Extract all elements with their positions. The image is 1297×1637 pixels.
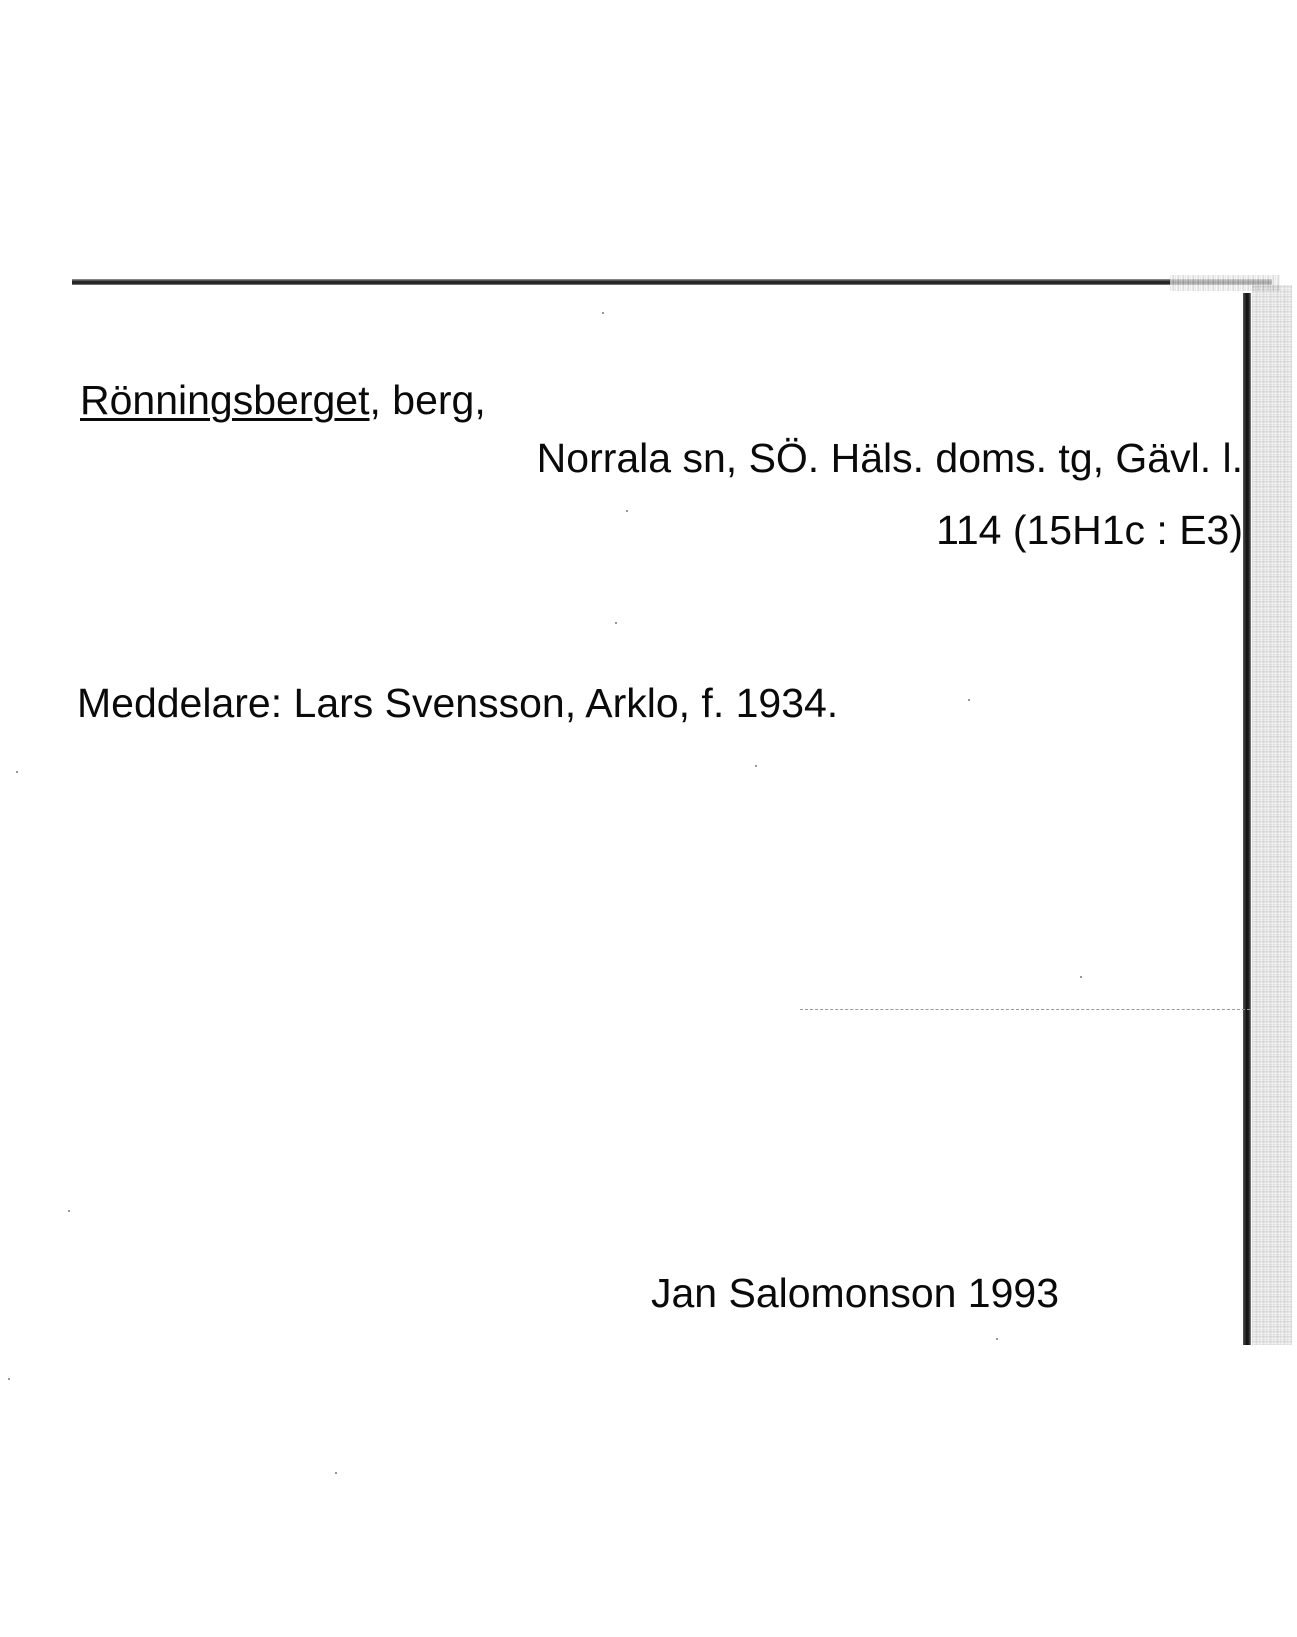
scan-speck	[615, 622, 617, 624]
scan-speck	[602, 312, 604, 314]
headword: Rönningsberget	[80, 377, 370, 423]
scan-speck	[16, 771, 18, 773]
scan-speck	[996, 1338, 998, 1340]
scan-speck	[68, 1210, 70, 1212]
scan-speck	[1080, 976, 1082, 978]
map-reference: 114 (15H1c : E3)	[936, 507, 1243, 553]
headword-type: , berg,	[369, 377, 486, 423]
informant-line: Meddelare: Lars Svensson, Arklo, f. 1934.	[77, 680, 839, 726]
card-top-edge	[72, 279, 1272, 285]
headword-line	[80, 377, 486, 423]
recorder-signature: Jan Salomonson 1993	[651, 1270, 1060, 1316]
scan-noise	[1252, 285, 1292, 1345]
scan-speck	[968, 699, 970, 701]
scan-speck	[626, 510, 628, 512]
dotted-rule	[800, 1009, 1250, 1010]
scan-speck	[8, 1378, 10, 1380]
card-right-edge	[1243, 293, 1251, 1345]
location-line: Norrala sn, SÖ. Häls. doms. tg, Gävl. l.	[536, 435, 1243, 481]
scan-speck	[755, 765, 757, 767]
scan-speck	[335, 1472, 337, 1474]
